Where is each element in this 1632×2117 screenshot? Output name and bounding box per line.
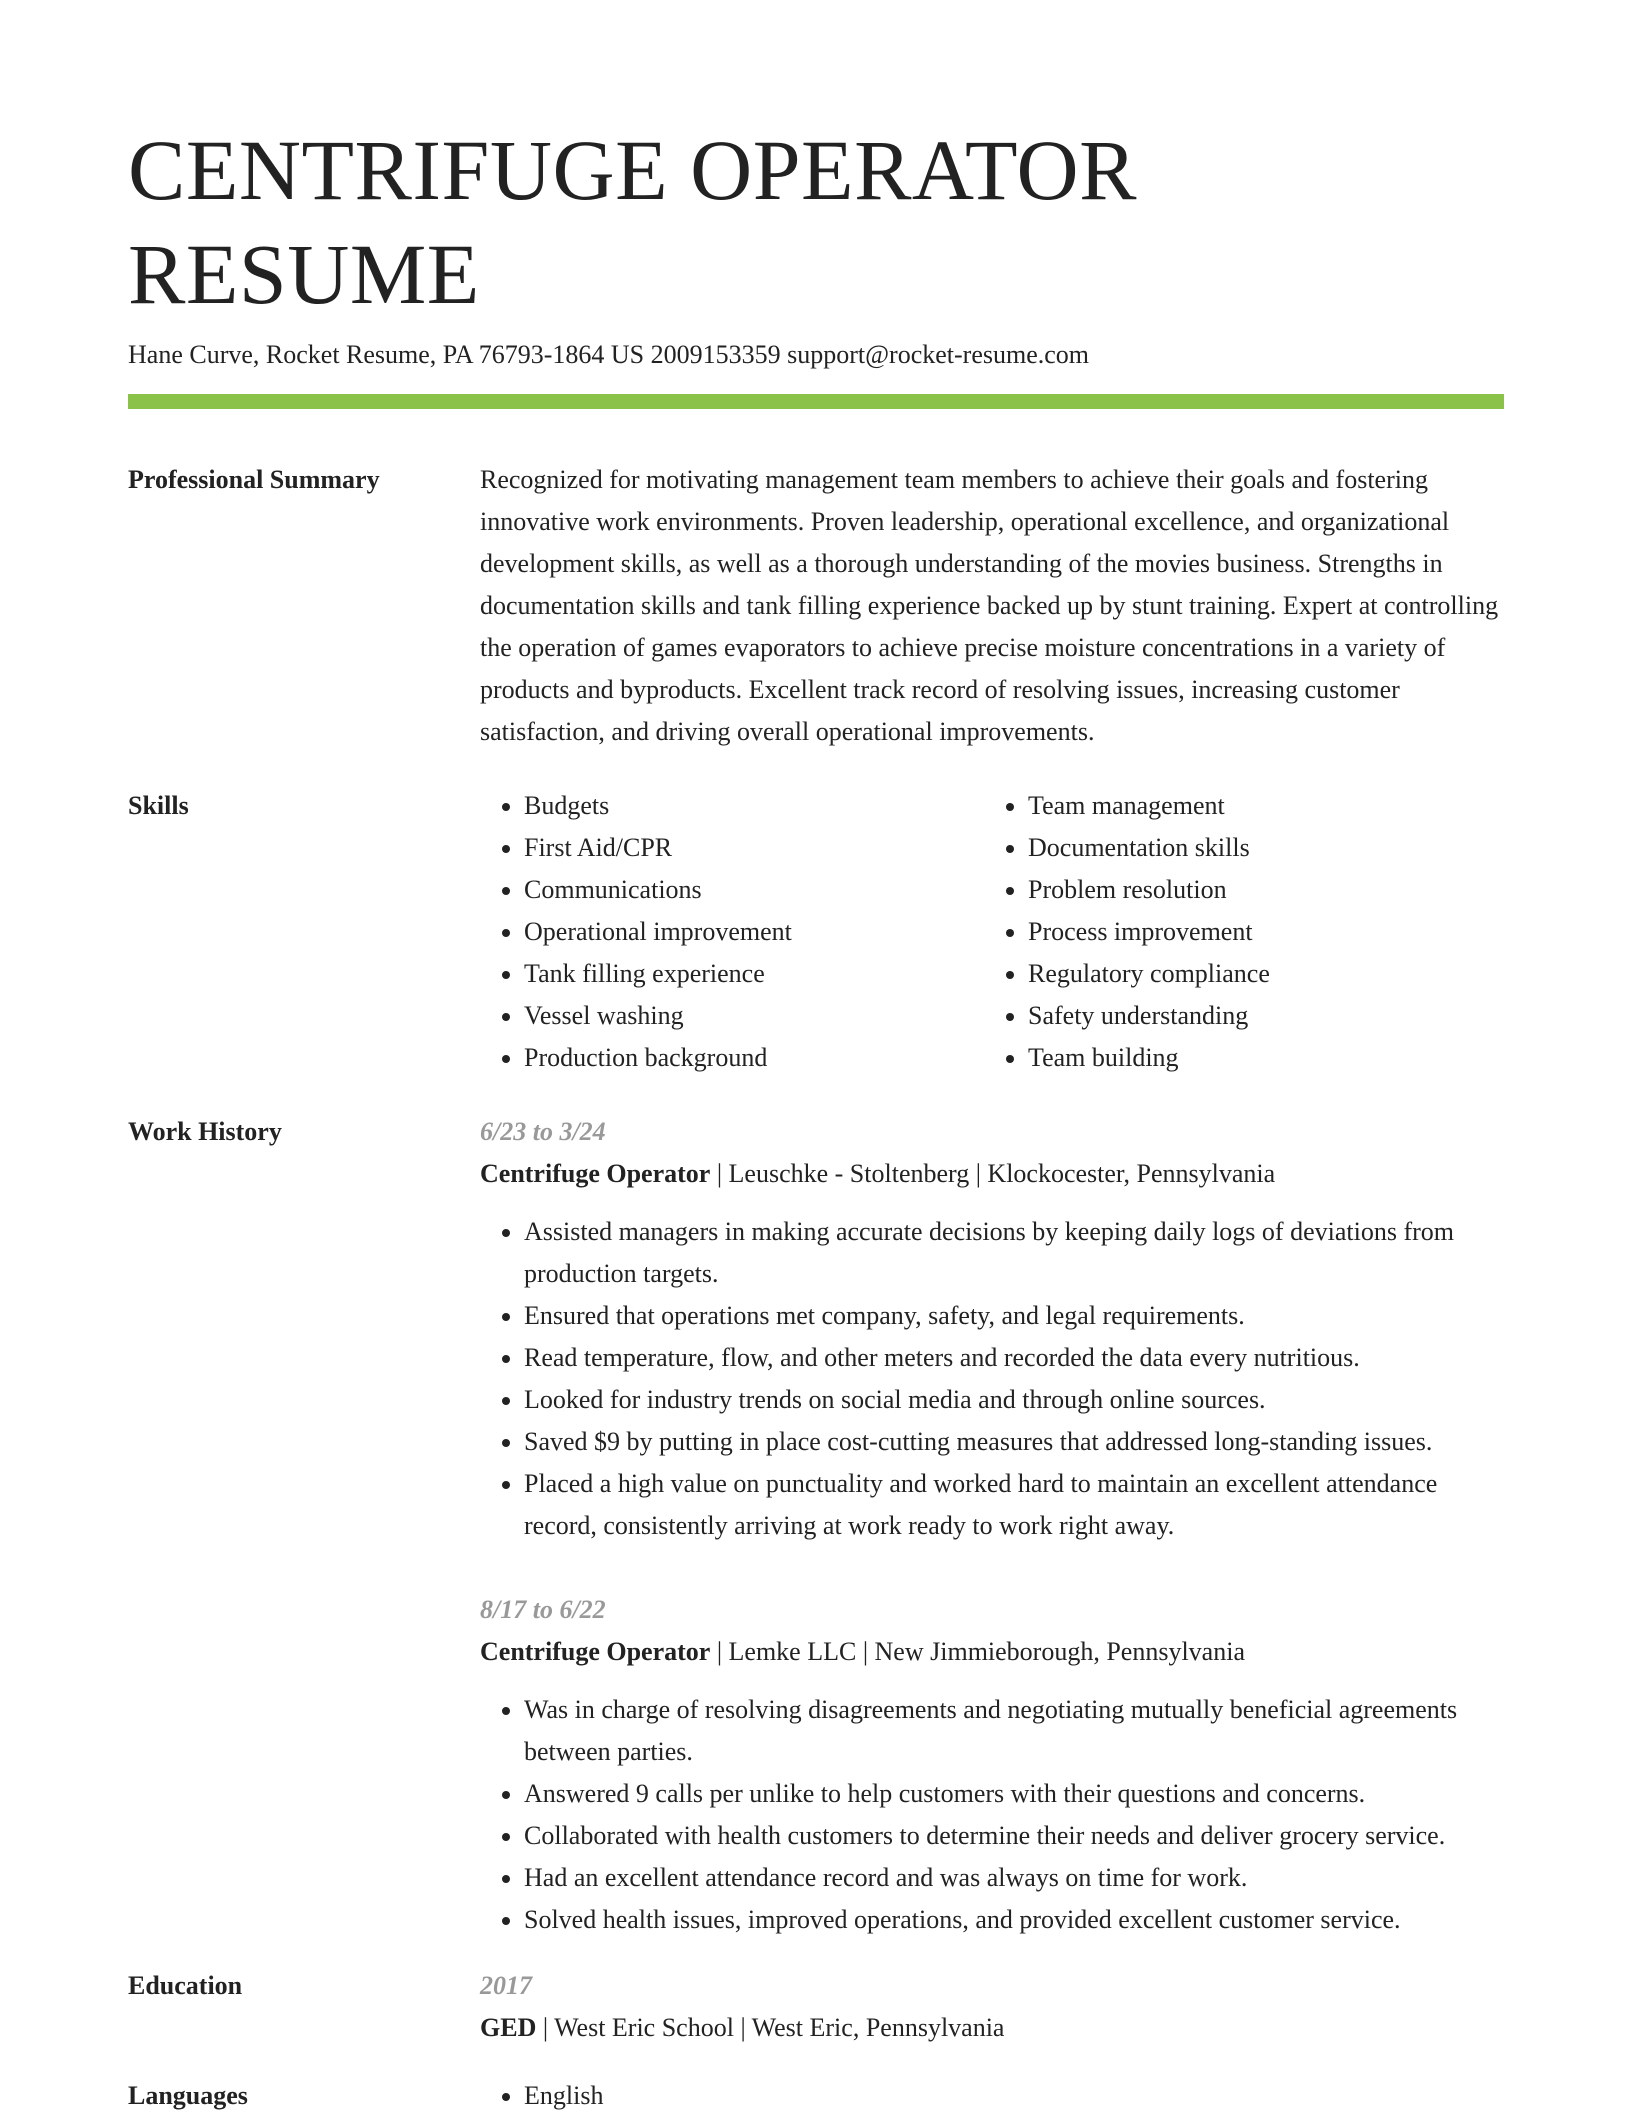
skill-item: • Documentation skills xyxy=(1028,827,1488,869)
job-bullet: • Placed a high value on punctuality and worked hard to maintain an excellent attendance record, consistently arriving at work ready to work right away. xyxy=(524,1463,1504,1547)
skills-column-left xyxy=(480,785,984,1079)
languages-list-wrap xyxy=(480,2075,1504,2117)
section-label-languages: Languages xyxy=(128,2081,248,2110)
skill-item: • Vessel washing xyxy=(524,995,984,1037)
languages-list xyxy=(480,2075,1504,2117)
skill-item: • Team management xyxy=(1028,785,1488,827)
job-bullet: • Saved $9 by putting in place cost-cutting measures that addressed long-standing issues. xyxy=(524,1421,1504,1463)
work-section xyxy=(128,1111,1504,1941)
job-title-line xyxy=(480,1153,1504,1195)
skill-item: • Operational improvement xyxy=(524,911,984,953)
job-dates: 6/23 to 3/24 xyxy=(480,1117,606,1146)
job-bullet: • Ensured that operations met company, safety, and legal requirements. xyxy=(524,1295,1504,1337)
education-details: | West Eric School | West Eric, Pennsylvania xyxy=(536,2013,1005,2042)
skill-item: • Budgets xyxy=(524,785,984,827)
contact-line: Hane Curve, Rocket Resume, PA 76793-1864 US 2009153359 support@rocket-resume.com xyxy=(128,340,1090,369)
skill-item: • First Aid/CPR xyxy=(524,827,984,869)
accent-divider xyxy=(128,394,1504,409)
job-bullet: • Read temperature, flow, and other meters and recorded the data every nutritious. xyxy=(524,1337,1504,1379)
job-entry xyxy=(480,1589,1504,1941)
job-role: Centrifuge Operator xyxy=(480,1637,711,1666)
education-entry xyxy=(480,1965,1504,2049)
section-label-education: Education xyxy=(128,1971,243,2000)
skill-item: • Tank filling experience xyxy=(524,953,984,995)
job-bullet: • Assisted managers in making accurate decisions by keeping daily logs of deviations from production targets. xyxy=(524,1211,1504,1295)
page-title: CENTRIFUGE OPERATOR RESUME xyxy=(128,122,1137,322)
summary-section xyxy=(128,459,1504,753)
job-bullet: • Answered 9 calls per unlike to help customers with their questions and concerns. xyxy=(524,1773,1504,1815)
skill-item: • Production background xyxy=(524,1037,984,1079)
job-bullet: • Was in charge of resolving disagreements and negotiating mutually beneficial agreements between parties. xyxy=(524,1689,1504,1773)
job-bullet: • Had an excellent attendance record and was always on time for work. xyxy=(524,1857,1504,1899)
skill-item: • Team building xyxy=(1028,1037,1488,1079)
section-label-work: Work History xyxy=(128,1117,282,1146)
languages-section xyxy=(128,2075,1504,2117)
section-label-skills: Skills xyxy=(128,791,189,820)
skill-item: • Safety understanding xyxy=(1028,995,1488,1037)
language-item: • English xyxy=(524,2075,1504,2117)
job-title-line xyxy=(480,1631,1504,1673)
job-entry xyxy=(480,1111,1504,1547)
resume-page xyxy=(128,118,1504,2117)
job-bullet: • Collaborated with health customers to determine their needs and deliver grocery service. xyxy=(524,1815,1504,1857)
skills-column-right xyxy=(984,785,1488,1079)
skill-item: • Regulatory compliance xyxy=(1028,953,1488,995)
job-role: Centrifuge Operator xyxy=(480,1159,711,1188)
job-company-location: | Leuschke - Stoltenberg | Klockocester, Pennsylvania xyxy=(710,1159,1276,1188)
job-bullets xyxy=(480,1689,1504,1941)
job-company-location: | Lemke LLC | New Jimmieborough, Pennsylvania xyxy=(710,1637,1245,1666)
education-section xyxy=(128,1965,1504,2049)
skill-item: • Process improvement xyxy=(1028,911,1488,953)
education-degree: GED xyxy=(480,2013,537,2042)
section-label-summary: Professional Summary xyxy=(128,465,380,494)
skill-item: • Communications xyxy=(524,869,984,911)
job-dates: 8/17 to 6/22 xyxy=(480,1595,606,1624)
education-line xyxy=(480,2007,1504,2049)
summary-text: Recognized for motivating management team members to achieve their goals and fostering innovative work environments. Proven leadership, operational excellence, and organizational development skills, as well as a thorough understanding of the movies business. Strengths in documentation skills and tank filling experience backed up by stunt training. Expert at controlling the operation of games evaporators to achieve precise moisture concentrations in a variety of products and byproducts. Excellent track record of resolving issues, increasing customer satisfaction, and driving overall operational improvements. xyxy=(480,465,1499,746)
job-bullets xyxy=(480,1211,1504,1547)
skill-item: • Problem resolution xyxy=(1028,869,1488,911)
skills-section xyxy=(128,785,1504,1079)
work-history-list xyxy=(480,1111,1504,1941)
education-year: 2017 xyxy=(480,1971,532,2000)
job-bullet: • Solved health issues, improved operations, and provided excellent customer service. xyxy=(524,1899,1504,1941)
job-bullet: • Looked for industry trends on social media and through online sources. xyxy=(524,1379,1504,1421)
skills-lists xyxy=(480,785,1504,1079)
